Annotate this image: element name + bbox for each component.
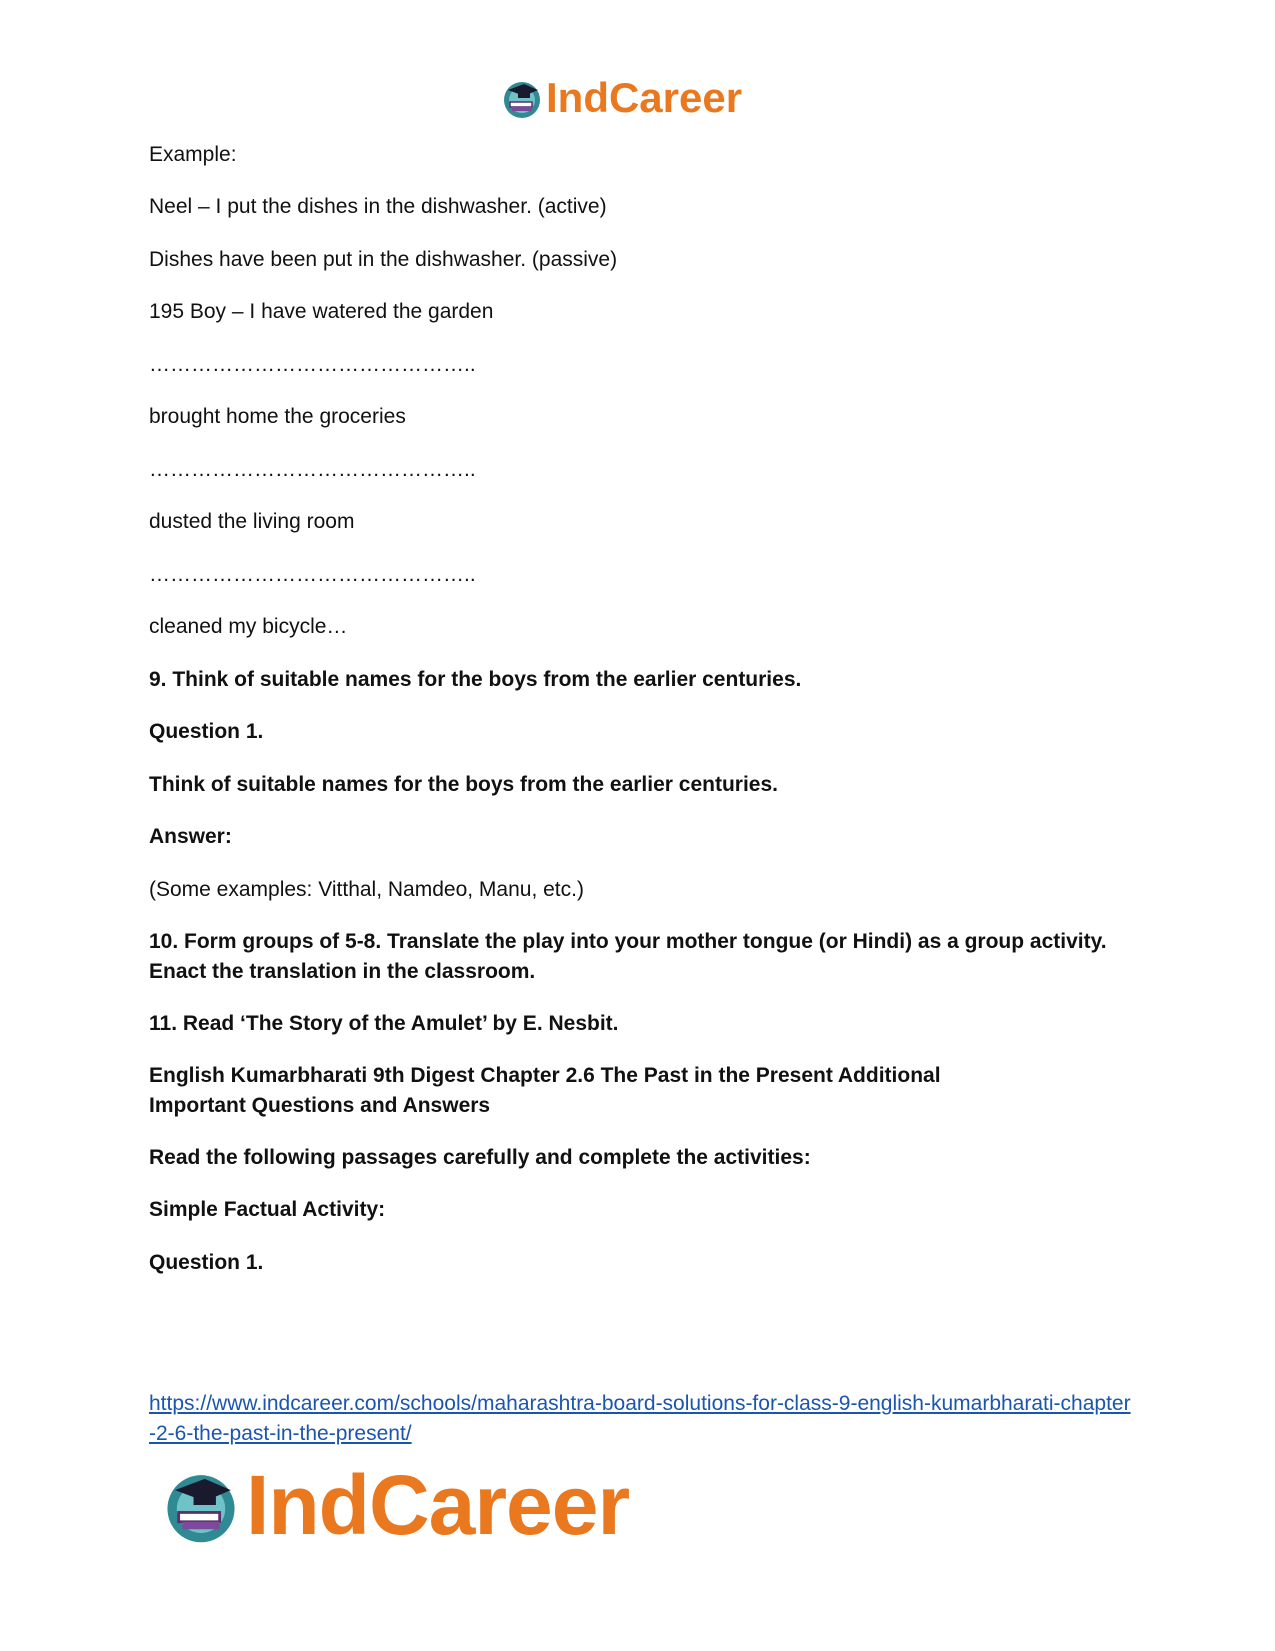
passive-example: Dishes have been put in the dishwasher. (passive): [149, 248, 618, 271]
activity-heading: Simple Factual Activity:: [149, 1198, 386, 1221]
task-9-heading: 9. Think of suitable names for the boys from the earlier centuries.: [149, 668, 802, 691]
logo-wordmark: IndCareer: [246, 1458, 630, 1552]
blank-line-3: ………………………………………..: [149, 563, 476, 586]
item-living-room: dusted the living room: [149, 510, 355, 533]
header-logo: [500, 76, 742, 120]
instruction-text: Read the following passages carefully and complete the activities:: [149, 1146, 811, 1169]
item-groceries: brought home the groceries: [149, 405, 406, 428]
blank-line-2: ………………………………………..: [149, 458, 476, 481]
blank-line-1: ………………………………………..: [149, 353, 476, 376]
question-1-text: Think of suitable names for the boys from the earlier centuries.: [149, 773, 778, 796]
task-11-heading: 11. Read ‘The Story of the Amulet’ by E. Nesbit.: [149, 1012, 619, 1035]
task-10-heading: 10. Form groups of 5-8. Translate the play into your mother tongue (or Hindi) as a group activity. Enact the translation in the classroom.: [149, 930, 1107, 983]
source-url-link[interactable]: https://www.indcareer.com/schools/maharashtra-board-solutions-for-class-9-english-kumarbharati-chapter-2-6-the-past-in-the-present/: [149, 1392, 1131, 1445]
example-label: Example:: [149, 143, 237, 166]
logo-wordmark: IndCareer: [546, 74, 743, 121]
question-1-label-second: Question 1.: [149, 1251, 264, 1274]
answer-label: Answer:: [149, 825, 232, 848]
graduation-globe-icon: [500, 76, 544, 120]
item-bicycle: cleaned my bicycle…: [149, 615, 348, 638]
item-watered-garden: 195 Boy – I have watered the garden: [149, 300, 494, 323]
answer-text: (Some examples: Vitthal, Namdeo, Manu, etc.): [149, 878, 584, 901]
section-heading: English Kumarbharati 9th Digest Chapter 2.6 The Past in the Present Additional Important Questions and Answers: [149, 1064, 941, 1117]
graduation-globe-icon: [160, 1464, 242, 1546]
footer-logo: [160, 1460, 629, 1550]
active-example: Neel – I put the dishes in the dishwasher. (active): [149, 195, 607, 218]
question-1-label: Question 1.: [149, 720, 264, 743]
